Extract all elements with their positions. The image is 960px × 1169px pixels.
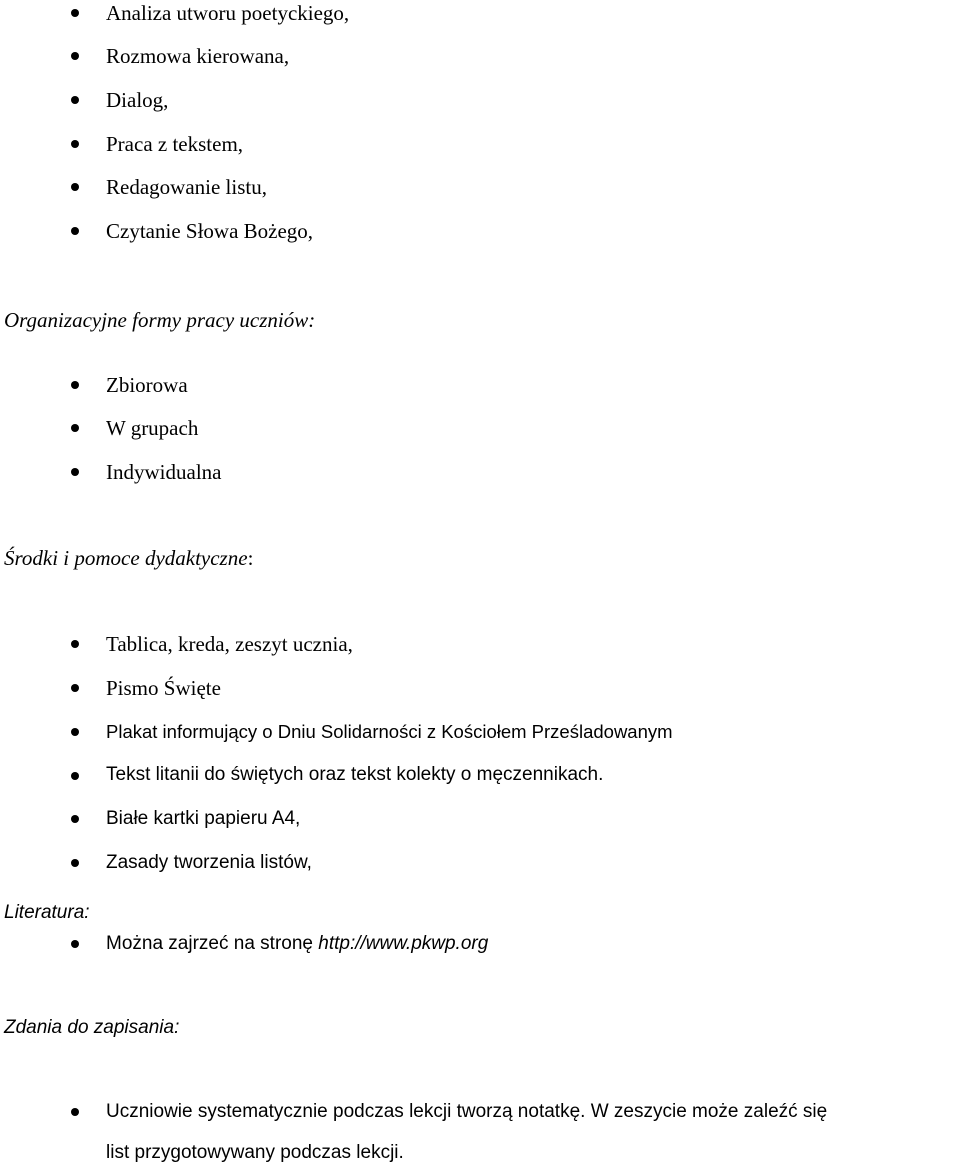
bullet-icon	[71, 96, 79, 104]
method-item: Czytanie Słowa Bożego,	[106, 219, 314, 243]
bullet-icon	[71, 772, 79, 780]
bullet-icon	[71, 9, 79, 17]
bullet-icon	[71, 940, 79, 948]
resources-heading-text: Środki i pomoce dydaktyczne	[4, 546, 248, 570]
resource-item: Tekst litanii do świętych oraz tekst kolekty o męczennikach.	[106, 764, 604, 785]
method-item: Dialog,	[106, 88, 169, 112]
method-item: Analiza utworu poetyckiego,	[106, 1, 350, 25]
bullet-icon	[71, 859, 79, 867]
notes-heading: Zdania do zapisania:	[4, 1017, 180, 1038]
literature-link[interactable]: http://www.pkwp.org	[318, 933, 489, 954]
bullet-icon	[71, 183, 79, 191]
bullet-icon	[71, 227, 79, 235]
notes-item-line2: list przygotowywany podczas lekcji.	[106, 1142, 404, 1163]
bullet-icon	[71, 140, 79, 148]
literature-item-text: Można zajrzeć na stronę	[106, 933, 319, 954]
resources-heading-colon: :	[247, 546, 254, 570]
method-item: Redagowanie listu,	[106, 175, 267, 199]
resource-item: Białe kartki papieru A4,	[106, 808, 301, 829]
bullet-icon	[71, 640, 79, 648]
resource-item: Tablica, kreda, zeszyt ucznia,	[106, 632, 353, 656]
resource-item: Zasady tworzenia listów,	[106, 852, 312, 873]
bullet-icon	[71, 381, 79, 389]
literature-item	[106, 931, 488, 957]
bullet-icon	[71, 52, 79, 60]
bullet-icon	[71, 684, 79, 692]
organization-heading: Organizacyjne formy pracy uczniów:	[4, 308, 316, 332]
bullet-icon	[71, 424, 79, 432]
resources-heading	[4, 545, 253, 571]
bullet-icon	[71, 468, 79, 476]
organization-item: Zbiorowa	[106, 373, 188, 397]
literature-heading: Literatura:	[4, 902, 90, 923]
resource-item: Plakat informujący o Dniu Solidarności z Kościołem Prześladowanym	[106, 721, 673, 742]
organization-item: W grupach	[106, 416, 199, 440]
method-item: Praca z tekstem,	[106, 132, 244, 156]
method-item: Rozmowa kierowana,	[106, 44, 290, 68]
organization-item: Indywidualna	[106, 460, 222, 484]
bullet-icon	[71, 728, 79, 736]
notes-item-line1: Uczniowie systematycznie podczas lekcji tworzą notatkę. W zeszycie może zaleźć się	[106, 1101, 828, 1122]
bullet-icon	[71, 815, 79, 823]
bullet-icon	[71, 1108, 79, 1116]
resource-item: Pismo Święte	[106, 676, 221, 700]
